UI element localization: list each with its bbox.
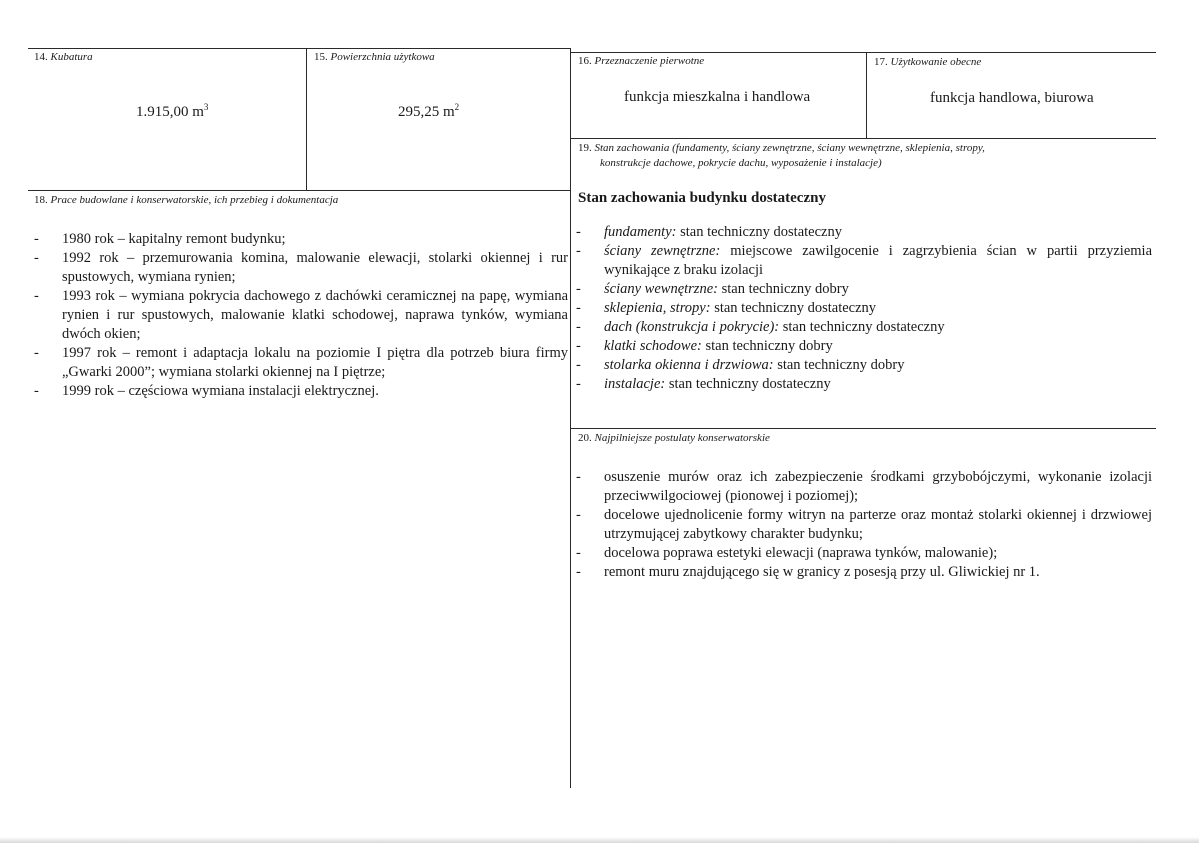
condition-term: ściany zewnętrzne: xyxy=(604,243,721,259)
list-item xyxy=(578,318,1152,337)
field-15-label: Powierzchnia użytkowa xyxy=(330,51,435,63)
original-purpose-value: funkcja mieszkalna i handlowa xyxy=(624,89,811,105)
top-border-right xyxy=(570,52,1156,53)
condition-term: stolarka okienna i drzwiowa: xyxy=(604,357,774,373)
condition-term: sklepienia, stropy: xyxy=(604,300,711,316)
field-16-number: 16. xyxy=(578,55,592,67)
condition-text: stan techniczny dostateczny xyxy=(665,376,831,392)
list-marker: - xyxy=(34,288,39,304)
list-marker: - xyxy=(576,300,581,316)
list-item xyxy=(34,249,568,287)
works-item-text: 1999 rok – częściowa wymiana instalacji elektrycznej. xyxy=(62,383,379,399)
condition-term: ściany wewnętrzne: xyxy=(604,281,718,297)
condition-text: stan techniczny dobry xyxy=(717,281,849,297)
cubature-value: 1.915,00 m xyxy=(136,104,204,120)
postulate-text: osuszenie murów oraz ich zabezpieczenie środkami grzybobójczymi, wykonanie izolacji przeciwwilgociowej (pionowej i poziomej); xyxy=(604,469,1152,504)
border-row3-right xyxy=(570,428,1156,429)
list-item xyxy=(578,242,1152,280)
list-item xyxy=(578,375,1152,394)
condition-text: stan techniczny dobry xyxy=(773,357,905,373)
field-20-header xyxy=(578,432,770,444)
field-14-header xyxy=(34,51,93,63)
divider-center xyxy=(570,48,571,788)
list-item xyxy=(578,356,1152,375)
list-item xyxy=(578,506,1152,544)
list-marker: - xyxy=(34,383,39,399)
field-20-number: 20. xyxy=(578,432,592,444)
construction-works-list xyxy=(34,230,568,401)
works-item-text: 1997 rok – remont i adaptacja lokalu na poziomie I piętra dla potrzeb biura firmy „Gwarki 2000”; wymiana stolarki okiennej na I piętrze; xyxy=(62,345,568,380)
cubature-unit-exponent: 3 xyxy=(203,102,209,112)
conservation-postulates-list xyxy=(578,468,1152,582)
list-marker: - xyxy=(576,376,581,392)
field-17-header xyxy=(874,56,981,68)
condition-text: stan techniczny dostateczny xyxy=(710,300,877,316)
condition-term: fundamenty: xyxy=(604,224,677,240)
field-17-number: 17. xyxy=(874,56,888,68)
list-item xyxy=(34,382,568,401)
usable-area-unit-exponent: 2 xyxy=(454,102,460,112)
field-16-header xyxy=(578,55,704,67)
list-item xyxy=(578,280,1152,299)
condition-term: klatki schodowe: xyxy=(604,338,702,354)
list-item xyxy=(578,223,1152,242)
works-item-text: 1993 rok – wymiana pokrycia dachowego z dachówki ceramicznej na papę, wymiana rynien i rur spustowych, malowanie klatki schodowej, naprawa tynków, wymiana dwóch okien; xyxy=(62,288,568,342)
postulate-text: docelowa poprawa estetyki elewacji (naprawa tynków, malowanie); xyxy=(604,545,998,561)
condition-text: stan techniczny dostateczny xyxy=(779,319,945,335)
usable-area-value: 295,25 m xyxy=(398,104,455,120)
divider-14-15 xyxy=(306,48,307,190)
field-18-number: 18. xyxy=(34,194,48,206)
condition-summary: Stan zachowania budynku dostateczny xyxy=(578,190,826,206)
list-item xyxy=(578,544,1152,563)
condition-term: instalacje: xyxy=(604,376,666,392)
field-15-header xyxy=(314,51,435,63)
field-14-label: Kubatura xyxy=(50,51,93,63)
condition-text: stan techniczny dostateczny xyxy=(676,224,842,240)
list-item xyxy=(578,468,1152,506)
condition-term: dach (konstrukcja i pokrycie): xyxy=(604,319,780,335)
list-marker: - xyxy=(576,507,581,523)
condition-text: miejscowe zawilgocenie i zagrzybienia ścian w partii przyziemia wynikające z braku izolacji xyxy=(604,243,1153,278)
list-marker: - xyxy=(34,231,39,247)
list-item xyxy=(578,563,1152,582)
field-18-label: Prace budowlane i konserwatorskie, ich przebieg i dokumentacja xyxy=(50,194,339,206)
field-14-number: 14. xyxy=(34,51,48,63)
list-item xyxy=(34,230,568,249)
border-row1-right xyxy=(570,138,1156,139)
list-item xyxy=(34,287,568,344)
works-item-text: 1992 rok – przemurowania komina, malowanie elewacji, stolarki okiennej i rur spustowych, wymiana rynien; xyxy=(62,250,568,285)
list-marker: - xyxy=(34,345,39,361)
top-border-left xyxy=(28,48,570,49)
list-item xyxy=(34,344,568,382)
list-marker: - xyxy=(576,281,581,297)
postulate-text: docelowe ujednolicenie formy witryn na parterze oraz montaż stolarki okiennej i drzwiowej utrzymującej zabytkowy charakter budynku; xyxy=(604,507,1152,542)
divider-16-17 xyxy=(866,52,867,138)
current-use-value: funkcja handlowa, biurowa xyxy=(930,90,1094,106)
field-16-label: Przeznaczenie pierwotne xyxy=(594,55,705,67)
list-marker: - xyxy=(576,319,581,335)
scan-bottom-edge xyxy=(0,837,1199,843)
condition-list xyxy=(578,223,1152,394)
field-19-label-line1: Stan zachowania (fundamenty, ściany zewnętrzne, ściany wewnętrzne, sklepienia, stropy, xyxy=(594,142,985,154)
field-15-number: 15. xyxy=(314,51,328,63)
list-marker: - xyxy=(576,545,581,561)
field-19-header-line2: konstrukcje dachowe, pokrycie dachu, wyposażenie i instalacje) xyxy=(600,157,882,169)
field-19-header xyxy=(578,142,985,154)
list-item xyxy=(578,337,1152,356)
list-marker: - xyxy=(576,357,581,373)
list-item xyxy=(578,299,1152,318)
list-marker: - xyxy=(576,338,581,354)
list-marker: - xyxy=(576,243,581,259)
field-18-header xyxy=(34,194,338,206)
field-20-label: Najpilniejsze postulaty konserwatorskie xyxy=(594,432,770,444)
field-17-label: Użytkowanie obecne xyxy=(890,56,982,68)
list-marker: - xyxy=(34,250,39,266)
border-row2-left xyxy=(28,190,570,191)
list-marker: - xyxy=(576,469,581,485)
list-marker: - xyxy=(576,564,581,580)
field-19-number: 19. xyxy=(578,142,592,154)
condition-text: stan techniczny dobry xyxy=(701,338,833,354)
postulate-text: remont muru znajdującego się w granicy z posesją przy ul. Gliwickiej nr 1. xyxy=(604,564,1040,580)
list-marker: - xyxy=(576,224,581,240)
field-14-value xyxy=(136,104,208,121)
works-item-text: 1980 rok – kapitalny remont budynku; xyxy=(62,231,286,247)
field-15-value xyxy=(398,104,459,121)
